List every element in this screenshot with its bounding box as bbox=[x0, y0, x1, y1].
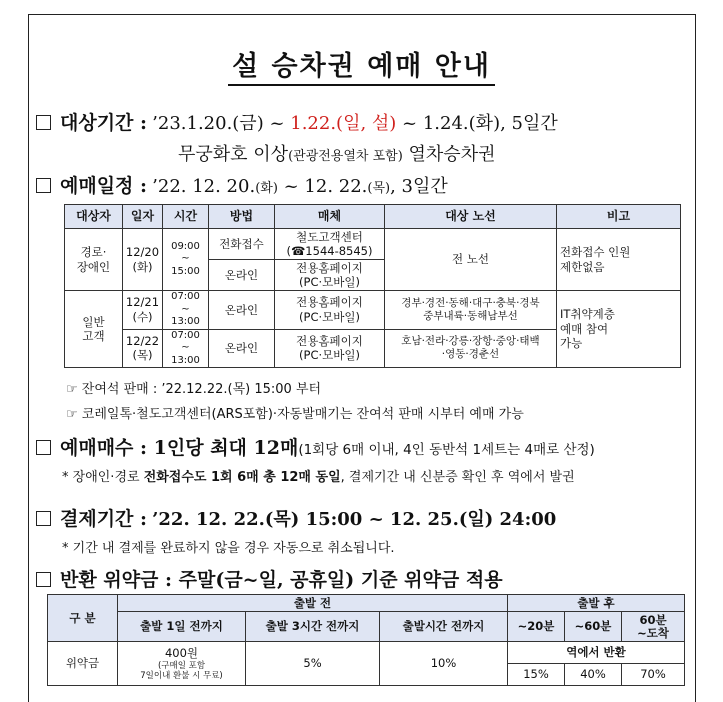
col-header: 매체 bbox=[275, 205, 385, 229]
col-header: 대상자 bbox=[65, 205, 123, 229]
after-header: 출발 후 bbox=[508, 595, 685, 612]
method-cell: 전화접수 bbox=[209, 229, 275, 260]
method-cell: 온라인 bbox=[209, 260, 275, 291]
col-header: 출발 3시간 전까지 bbox=[246, 612, 380, 642]
payment-note: * 기간 내 결제를 완료하지 않을 경우 자동으로 취소됩니다. bbox=[62, 541, 395, 556]
time-cell: 09:00 ~ 15:00 bbox=[163, 229, 209, 291]
checkbox-icon bbox=[36, 440, 51, 455]
media-cell: 철도고객센터 (☎1544-8545) bbox=[275, 229, 385, 260]
routes-cell: 경부·경전·동해·대구·충북·경북 중부내륙·동해남부선 bbox=[385, 291, 557, 330]
fee-cell bbox=[118, 642, 246, 686]
fee-cell: 15% bbox=[508, 664, 565, 686]
checkbox-icon bbox=[36, 178, 51, 193]
checkbox-icon bbox=[36, 115, 51, 130]
time-cell: 07:00 ~ 13:00 bbox=[163, 291, 209, 330]
booking-schedule-line: 예매일정 : ’22. 12. 20.(화) ~ 12. 22.(목), 3일간 bbox=[36, 171, 448, 198]
page-title: 설 승차권 예매 안내 bbox=[0, 44, 723, 83]
note-cell: IT취약계층 예매 참여 가능 bbox=[557, 291, 681, 368]
col-header: ~20분 bbox=[508, 612, 565, 642]
refund-line: 반환 위약금 : 주말(금~일, 공휴일) 기준 위약금 적용 bbox=[36, 565, 503, 592]
col-header: ~60분 bbox=[565, 612, 622, 642]
refund-table bbox=[47, 594, 685, 686]
target-period-line: 대상기간 : ’23.1.20.(금) ~ 1.22.(일, 설) ~ 1.24.(화), 5일간 bbox=[36, 108, 558, 135]
schedule-header-row bbox=[65, 205, 681, 229]
disabled-note: * 장애인·경로 전화접수도 1회 6매 총 12매 동일, 결제기간 내 신분증 확인 후 역에서 발권 bbox=[62, 470, 575, 485]
station-refund-label: 역에서 반환 bbox=[508, 642, 685, 664]
checkbox-icon bbox=[36, 511, 51, 526]
date-cell: 12/21 (수) bbox=[123, 291, 163, 330]
col-header: 60분 ~도착 bbox=[622, 612, 685, 642]
row-header: 구 분 bbox=[48, 595, 118, 642]
checkbox-icon bbox=[36, 572, 51, 587]
table-row bbox=[65, 229, 681, 260]
table-row bbox=[65, 291, 681, 330]
table-row bbox=[48, 642, 685, 664]
routes-cell: 전 노선 bbox=[385, 229, 557, 291]
fee-cell: 5% bbox=[246, 642, 380, 686]
col-header: 일자 bbox=[123, 205, 163, 229]
fee-value: 400원 bbox=[164, 646, 199, 661]
before-header: 출발 전 bbox=[118, 595, 508, 612]
method-cell: 온라인 bbox=[209, 329, 275, 368]
fee-cell: 70% bbox=[622, 664, 685, 686]
payment-period-line: 결제기간 : ’22. 12. 22.(목) 15:00 ~ 12. 25.(일) 24:00 bbox=[36, 504, 556, 531]
note-cell: 전화접수 인원 제한없음 bbox=[557, 229, 681, 291]
col-header: 시간 bbox=[163, 205, 209, 229]
target-trains-line: 무궁화호 이상(관광전용열차 포함) 열차승차권 bbox=[178, 144, 496, 165]
target-cell: 경로· 장애인 bbox=[65, 229, 123, 291]
routes-cell: 호남·전라·강릉·장항·중앙·태백 ·영동·경춘선 bbox=[385, 329, 557, 368]
method-cell: 온라인 bbox=[209, 291, 275, 330]
time-cell: 07:00 ~ 13:00 bbox=[163, 329, 209, 368]
fee-cell: 40% bbox=[565, 664, 622, 686]
remaining-seats-note: ☞ 잔여석 판매 : ’22.12.22.(목) 15:00 부터 bbox=[66, 382, 322, 397]
target-cell: 일반 고객 bbox=[65, 291, 123, 368]
date-cell: 12/20 (화) bbox=[123, 229, 163, 291]
col-header: 출발시간 전까지 bbox=[380, 612, 508, 642]
kiosk-note: ☞ 코레일톡·철도고객센터(ARS포함)·자동발매기는 잔여석 판매 시부터 예매 가능 bbox=[66, 407, 524, 422]
fee-cell: 10% bbox=[380, 642, 508, 686]
refund-subheader-row bbox=[48, 612, 685, 642]
col-header: 비고 bbox=[557, 205, 681, 229]
fee-sub-note: (구매일 포함 7일이내 환불 시 무료) bbox=[140, 660, 223, 681]
ticket-limit-line: 예매매수 : 1인당 최대 12매(1회당 6매 이내, 4인 동반석 1세트는 4매로 산정) bbox=[36, 433, 595, 460]
media-cell: 전용홈페이지 (PC·모바일) bbox=[275, 260, 385, 291]
holiday-highlight: 1.22.(일, 설) bbox=[290, 113, 397, 134]
col-header: 대상 노선 bbox=[385, 205, 557, 229]
media-cell: 전용홈페이지 (PC·모바일) bbox=[275, 291, 385, 330]
date-cell: 12/22 (목) bbox=[123, 329, 163, 368]
schedule-table bbox=[64, 204, 681, 368]
row-label: 위약금 bbox=[48, 642, 118, 686]
col-header: 출발 1일 전까지 bbox=[118, 612, 246, 642]
col-header: 방법 bbox=[209, 205, 275, 229]
refund-header-row bbox=[48, 595, 685, 612]
media-cell: 전용홈페이지 (PC·모바일) bbox=[275, 329, 385, 368]
